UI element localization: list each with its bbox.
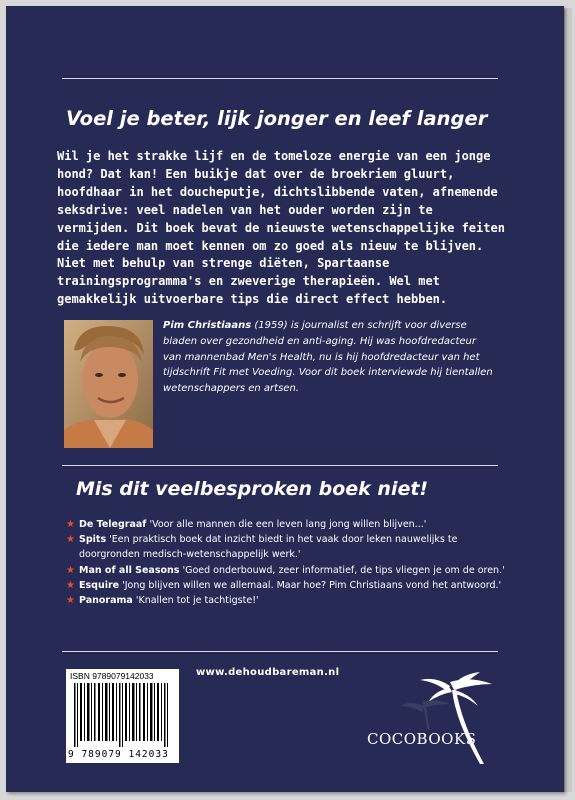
review-quote: 'Goed onderbouwd, zeer informatief, de tips vliegen je om de oren.' (182, 564, 505, 576)
isbn-label: ISBN 9789079142033 (70, 671, 154, 681)
blurb-text: Wil je het strakke lijf en de tomeloze energie van een jonge hond? Dat kan! Een buikje dat over de broekriem gluurt, hoofdhaar in het doucheputje, dichtslibbende vaten, afnemende seksdrive: veel nadelen van het ouder worden zijn te vermijden. Dit boek bevat de nieuwste wetenschappelijke feiten die iedere man moet kennen om zo goed als nieuw te blijven. Niet met behulp van strenge diëten, Spartaanse trainingsprogramma's en zweverige therapieën. Wel met gemakkelijk uitvoerbare tips die direct effect hebben. (57, 149, 505, 307)
review-item (66, 517, 506, 532)
middle-divider (62, 465, 498, 466)
bottom-divider (62, 651, 498, 652)
review-quote: 'Een praktisch boek dat inzicht biedt in het vaak door leken nauwelijks te doorgronden medisch-wetenschappelijk werk.' (79, 534, 458, 561)
star-icon: ★ (66, 534, 75, 546)
review-item (66, 578, 506, 593)
author-name: Pim Christiaans (163, 320, 252, 331)
page-edge (564, 8, 572, 792)
star-icon: ★ (66, 519, 75, 530)
barcode-number: 9 789079 142033 (68, 749, 169, 760)
star-icon: ★ (66, 595, 75, 607)
star-icon: ★ (66, 564, 75, 576)
palm-tree-icon (370, 672, 500, 772)
review-source: Man of all Seasons (79, 564, 180, 576)
author-bio-text: (1959) is journalist en schrijft voor diverse bladen over gezondheid en anti-aging. Hij was hoofdredacteur van mannenbad Men's Health, nu is hij hoofdredacteur van het tijdschrift Fit met Voeding. Voor dit boek interviewde hij tientallen wetenschappers en artsen. (163, 320, 493, 395)
star-icon: ★ (66, 579, 75, 591)
review-source: Spits (79, 534, 107, 546)
review-quote: 'Voor alle mannen die een leven lang jong willen blijven...' (149, 519, 427, 530)
author-bio (163, 318, 493, 397)
publisher-logo: COCOBOOKS (367, 730, 477, 748)
top-divider (62, 78, 498, 79)
review-item (66, 563, 506, 578)
review-source: Panorama (79, 595, 133, 607)
reviews-list (66, 517, 506, 608)
barcode (66, 669, 179, 763)
author-photo (64, 320, 153, 448)
website-url: www.dehoudbareman.nl (196, 667, 340, 678)
main-heading: Voel je beter, lijk jonger en leef langer (66, 107, 488, 130)
review-item (66, 593, 506, 608)
reviews-heading: Mis dit veelbesproken boek niet! (76, 478, 429, 500)
review-quote: 'Jong blijven willen we allemaal. Maar hoe? Pim Christiaans vond het antwoord.' (122, 579, 502, 591)
review-quote: 'Knallen tot je tachtigste!' (135, 595, 259, 607)
review-item (66, 532, 506, 562)
barcode-bars (72, 683, 173, 747)
review-source: Esquire (79, 579, 120, 591)
review-source: De Telegraaf (79, 519, 147, 530)
